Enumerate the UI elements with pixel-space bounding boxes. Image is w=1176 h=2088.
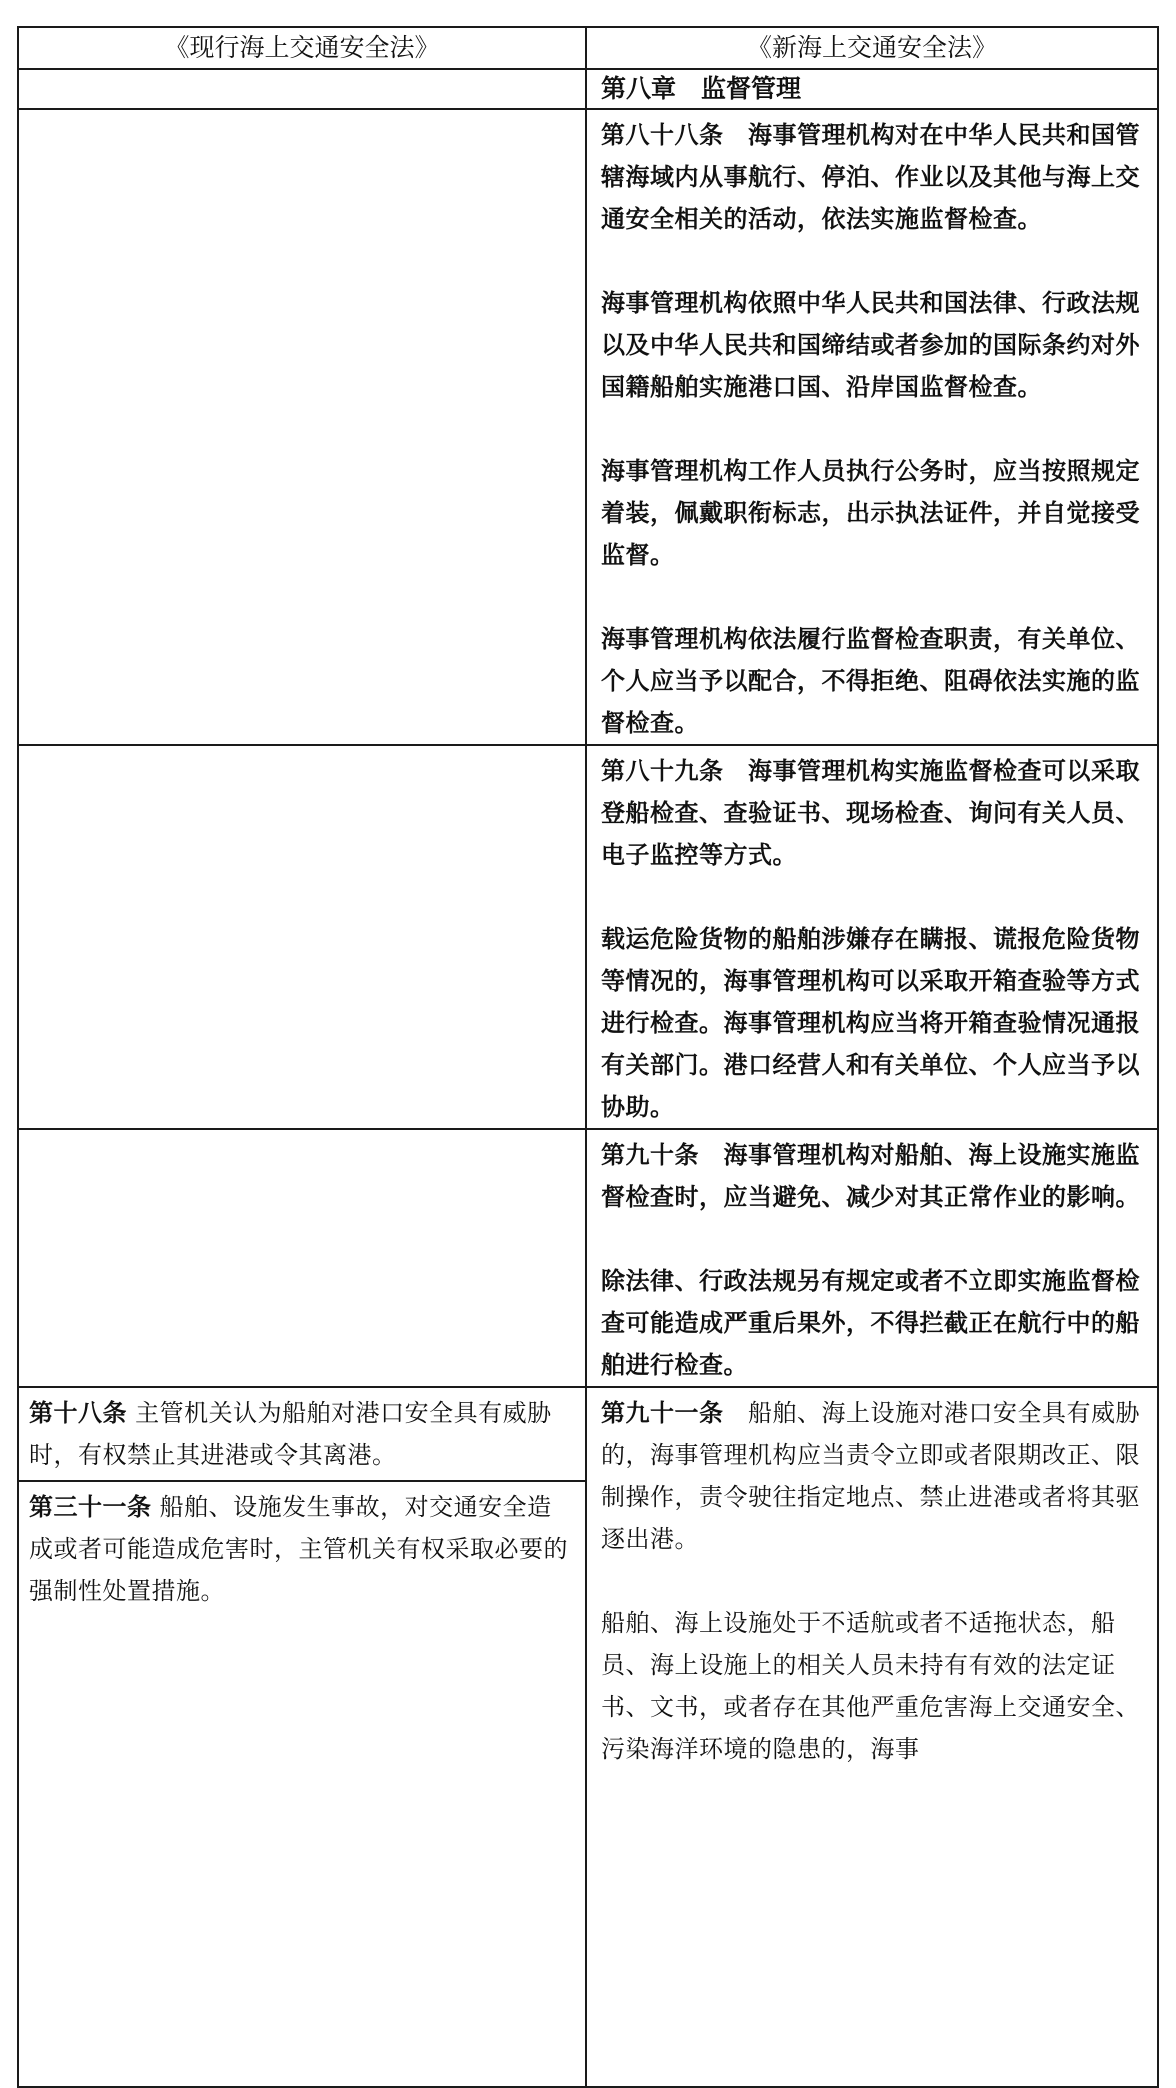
table-row	[18, 109, 1158, 745]
comparison-table	[17, 26, 1159, 2088]
article-88-para-1: 第八十八条 海事管理机构对在中华人民共和国管辖海域内从事航行、停泊、作业以及其他与海上交通安全相关的活动，依法实施监督检查。	[601, 120, 1140, 233]
article-91-para-1	[601, 1392, 1147, 1560]
article-88-para-4: 海事管理机构依法履行监督检查职责，有关单位、个人应当予以配合，不得拒绝、阻碍依法实施的监督检查。	[601, 624, 1140, 737]
article-91-body: 船舶、海上设施对港口安全具有威胁的，海事管理机构应当责令立即或者限期改正、限制操作，责令驶往指定地点、禁止进港或者将其驱逐出港。	[601, 1399, 1140, 1553]
chapter-cell	[586, 69, 1158, 109]
header-new-law: 《新海上交通安全法》	[586, 27, 1158, 69]
left-empty-cell	[18, 745, 586, 1129]
article-18-body: 主管机关认为船舶对港口安全具有威胁时，有权禁止其进港或令其离港。	[29, 1399, 552, 1469]
current-law-articles-cell	[18, 1387, 586, 2087]
article-89-para-1: 第八十九条 海事管理机构实施监督检查可以采取登船检查、查验证书、现场检查、询问有关人员、电子监控等方式。	[601, 756, 1140, 869]
article-89-para-2: 载运危险货物的船舶涉嫌存在瞒报、谎报危险货物等情况的，海事管理机构可以采取开箱查验等方式进行检查。海事管理机构应当将开箱查验情况通报有关部门。港口经营人和有关单位、个人应当予以协助。	[601, 924, 1140, 1121]
article-90-para-1: 第九十条 海事管理机构对船舶、海上设施实施监督检查时，应当避免、减少对其正常作业的影响。	[601, 1140, 1140, 1211]
header-current-law: 《现行海上交通安全法》	[18, 27, 586, 69]
left-empty-cell	[18, 109, 586, 745]
article-18-current	[19, 1388, 585, 1480]
article-89-cell	[586, 745, 1158, 1129]
article-91-para-2: 船舶、海上设施处于不适航或者不适拖状态，船员、海上设施上的相关人员未持有有效的法定证书、文书，或者存在其他严重危害海上交通安全、污染海洋环境的隐患的，海事	[601, 1609, 1140, 1763]
article-18-title: 第十八条	[29, 1398, 127, 1427]
article-88-cell	[586, 109, 1158, 745]
article-88-para-3: 海事管理机构工作人员执行公务时，应当按照规定着装，佩戴职衔标志，出示执法证件，并自觉接受监督。	[601, 456, 1140, 569]
article-91-cell	[586, 1387, 1158, 2087]
article-90-cell	[586, 1129, 1158, 1387]
article-91-title: 第九十一条	[601, 1398, 724, 1427]
table-row	[18, 1129, 1158, 1387]
article-31-body: 船舶、设施发生事故，对交通安全造成或者可能造成危害时，主管机关有权采取必要的强制性处置措施。	[29, 1493, 568, 1605]
article-31-current	[19, 1480, 585, 1616]
header-row	[18, 27, 1158, 69]
chapter-title: 第八章 监督管理	[601, 74, 802, 103]
table-row	[18, 745, 1158, 1129]
article-90-para-2: 除法律、行政法规另有规定或者不立即实施监督检查可能造成严重后果外，不得拦截正在航行中的船舶进行检查。	[601, 1266, 1140, 1379]
chapter-left-empty	[18, 69, 586, 109]
table-row	[18, 1387, 1158, 2087]
chapter-row	[18, 69, 1158, 109]
article-31-title: 第三十一条	[29, 1492, 152, 1521]
left-empty-cell	[18, 1129, 586, 1387]
article-88-para-2: 海事管理机构依照中华人民共和国法律、行政法规以及中华人民共和国缔结或者参加的国际条约对外国籍船舶实施港口国、沿岸国监督检查。	[601, 288, 1140, 401]
